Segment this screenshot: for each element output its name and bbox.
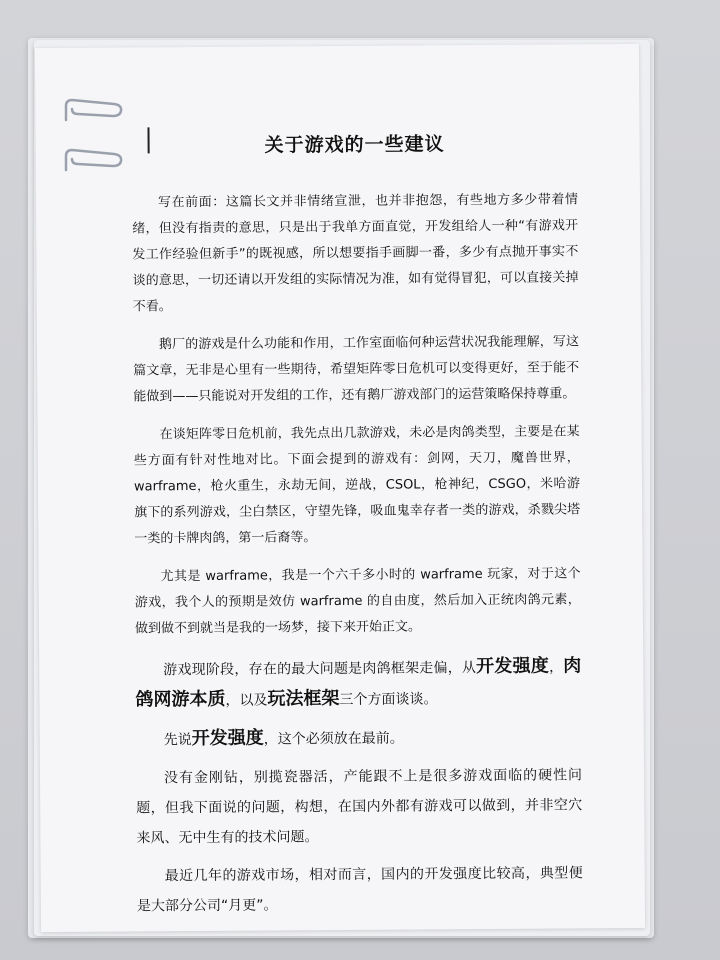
- paper-clips: [58, 96, 132, 186]
- text-run: ，: [548, 659, 564, 676]
- document-body: [132, 128, 584, 929]
- paper-clip-icon: [66, 100, 121, 120]
- paragraph-games-list: 在谈矩阵零日危机前，我先点出几款游戏，未必是肉鸽类型，主要是在某些方面有针对性地对比。下面会提到的游戏有：剑网，天刀，魔兽世界，warframe，枪火重生，永劫无间，逆战，CSOL，枪神纪，CSGO，米哈游旗下的系列游戏，尘白禁区，守望先锋，吸血鬼幸存者一类的游戏，杀戮尖塔一类的卡牌肉鸽，第一后裔等。: [133, 424, 581, 547]
- paragraph-main-problem: [135, 651, 581, 716]
- text-run: ，以及: [225, 692, 268, 709]
- paper-clip-icon: [66, 150, 121, 170]
- emphasis-roguelike-mmo: 肉鸽网游本质: [135, 655, 582, 711]
- document-title: 关于游戏的一些建议: [264, 133, 445, 157]
- text-run: 三个方面谈谈。: [339, 691, 438, 709]
- text-run: ，这个必须放在最前。: [263, 730, 404, 748]
- emphasis-dev-intensity: 开发强度: [476, 655, 550, 678]
- emphasis-dev-intensity-2: 开发强度: [191, 727, 264, 750]
- paragraph-preface: 写在前面：这篇长文并非情绪宣泄，也并非抱怨，有些地方多少带着情绪，但没有指责的意思，只是出于我单方面直觉，开发组给人一种“有游戏开发工作经验但新手”的既视感，所以想要指手画脚一番，多少有点抛开事实不谈的意思，一切还请以开发组的实际情况为准，如有觉得冒犯，可以直接关掉不看。: [132, 192, 579, 315]
- paragraph-company: 鹅厂的游戏是什么功能和作用，工作室面临何种运营状况我能理解，写这篇文章，无非是心里有一些期待，希望矩阵零日危机可以变得更好，至于能不能做到——只能说对开发组的工作，还有鹅厂游戏部门的运营策略保持尊重。: [133, 334, 580, 405]
- paragraph-capacity: 没有金刚钻，别揽瓷器活，产能跟不上是很多游戏面临的硬性问题，但我下面说的问题，构想，在国内外都有游戏可以做到，并非空穴来风、无中生有的技术问题。: [136, 767, 583, 847]
- paragraph-first-topic: [136, 721, 582, 755]
- text-run: 游戏现阶段，存在的最大问题是肉鸽框架走偏，从: [163, 660, 477, 679]
- emphasis-gameplay-framework: 玩法框架: [267, 688, 340, 710]
- paragraph-market: 最近几年的游戏市场，相对而言，国内的开发强度比较高，典型便是大部分公司“月更”。: [136, 865, 583, 915]
- paragraph-warframe: 尤其是 warframe，我是一个六千多小时的 warframe 玩家，对于这个游戏，我个人的预期是效仿 warframe 的自由度，然后加入正统肉鸽元素，做到做不到就当是我的一场梦，接下来开始正文。: [134, 566, 581, 637]
- text-run: 先说: [163, 732, 192, 749]
